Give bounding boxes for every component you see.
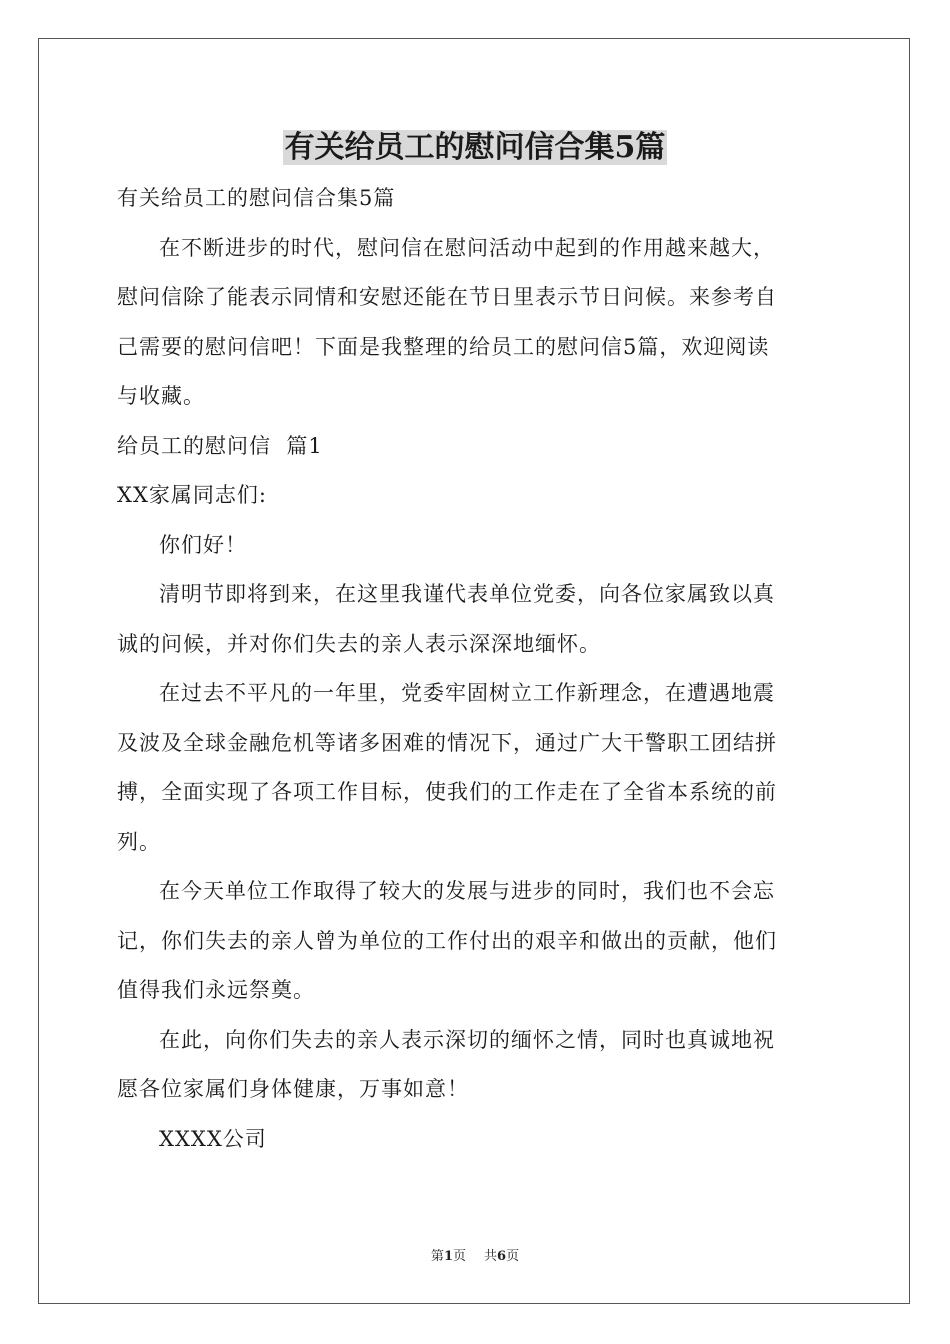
paragraph-4-line: 在此，向你们失去的亲人表示深切的缅怀之情，同时也真诚地祝 (159, 1027, 775, 1052)
intro-line: 己需要的慰问信吧！下面是我整理的给员工的慰问信5篇，欢迎阅读 (117, 334, 770, 359)
intro-line: 在不断进步的时代，慰问信在慰问活动中起到的作用越来越大， (159, 235, 775, 260)
document-subtitle: 有关给员工的慰问信合集5篇 (117, 186, 396, 210)
paragraph-3-line: 在今天单位工作取得了较大的发展与进步的同时，我们也不会忘 (159, 879, 775, 903)
paragraph-3-line: 记，你们失去的亲人曾为单位的工作付出的艰辛和做出的贡献，他们 (117, 928, 777, 953)
page-current: 1 (443, 1249, 453, 1264)
intro-line: 与收藏。 (117, 384, 205, 408)
page-footer (0, 1247, 950, 1267)
total-prefix: 共 (484, 1249, 498, 1264)
paragraph-4-line: 愿各位家属们身体健康，万事如意！ (117, 1077, 469, 1101)
greeting: 你们好！ (159, 532, 247, 557)
salutation: XX家属同志们: (117, 483, 267, 507)
intro-line: 慰问信除了能表示同情和安慰还能在节日里表示节日问候。来参考自 (117, 285, 777, 309)
paragraph-2-line: 在过去不平凡的一年里，党委牢固树立工作新理念，在遭遇地震 (159, 681, 775, 705)
signature: XXXX公司 (159, 1126, 267, 1151)
page-total: 6 (497, 1249, 507, 1264)
document-body (117, 174, 833, 1164)
page-prefix: 第 (430, 1249, 444, 1264)
paragraph-1-line: 诚的问候，并对你们失去的亲人表示深深地缅怀。 (117, 631, 601, 656)
section-heading: 给员工的慰问信 篇1 (117, 433, 323, 458)
paragraph-2-line: 列。 (117, 829, 161, 854)
document-title-text: 有关给员工的慰问信合集5篇 (284, 130, 666, 165)
paragraph-2-line: 及波及全球金融危机等诸多困难的情况下，通过广大干警职工团结拼 (117, 730, 777, 755)
paragraph-1-line: 清明节即将到来，在这里我谨代表单位党委，向各位家属致以真 (159, 582, 775, 606)
paragraph-2-line: 搏，全面实现了各项工作目标，使我们的工作走在了全省本系统的前 (117, 780, 777, 804)
document-title (0, 126, 950, 170)
page-suffix: 页 (452, 1249, 466, 1264)
paragraph-3-line: 值得我们永远祭奠。 (117, 978, 315, 1002)
total-suffix: 页 (506, 1249, 520, 1264)
